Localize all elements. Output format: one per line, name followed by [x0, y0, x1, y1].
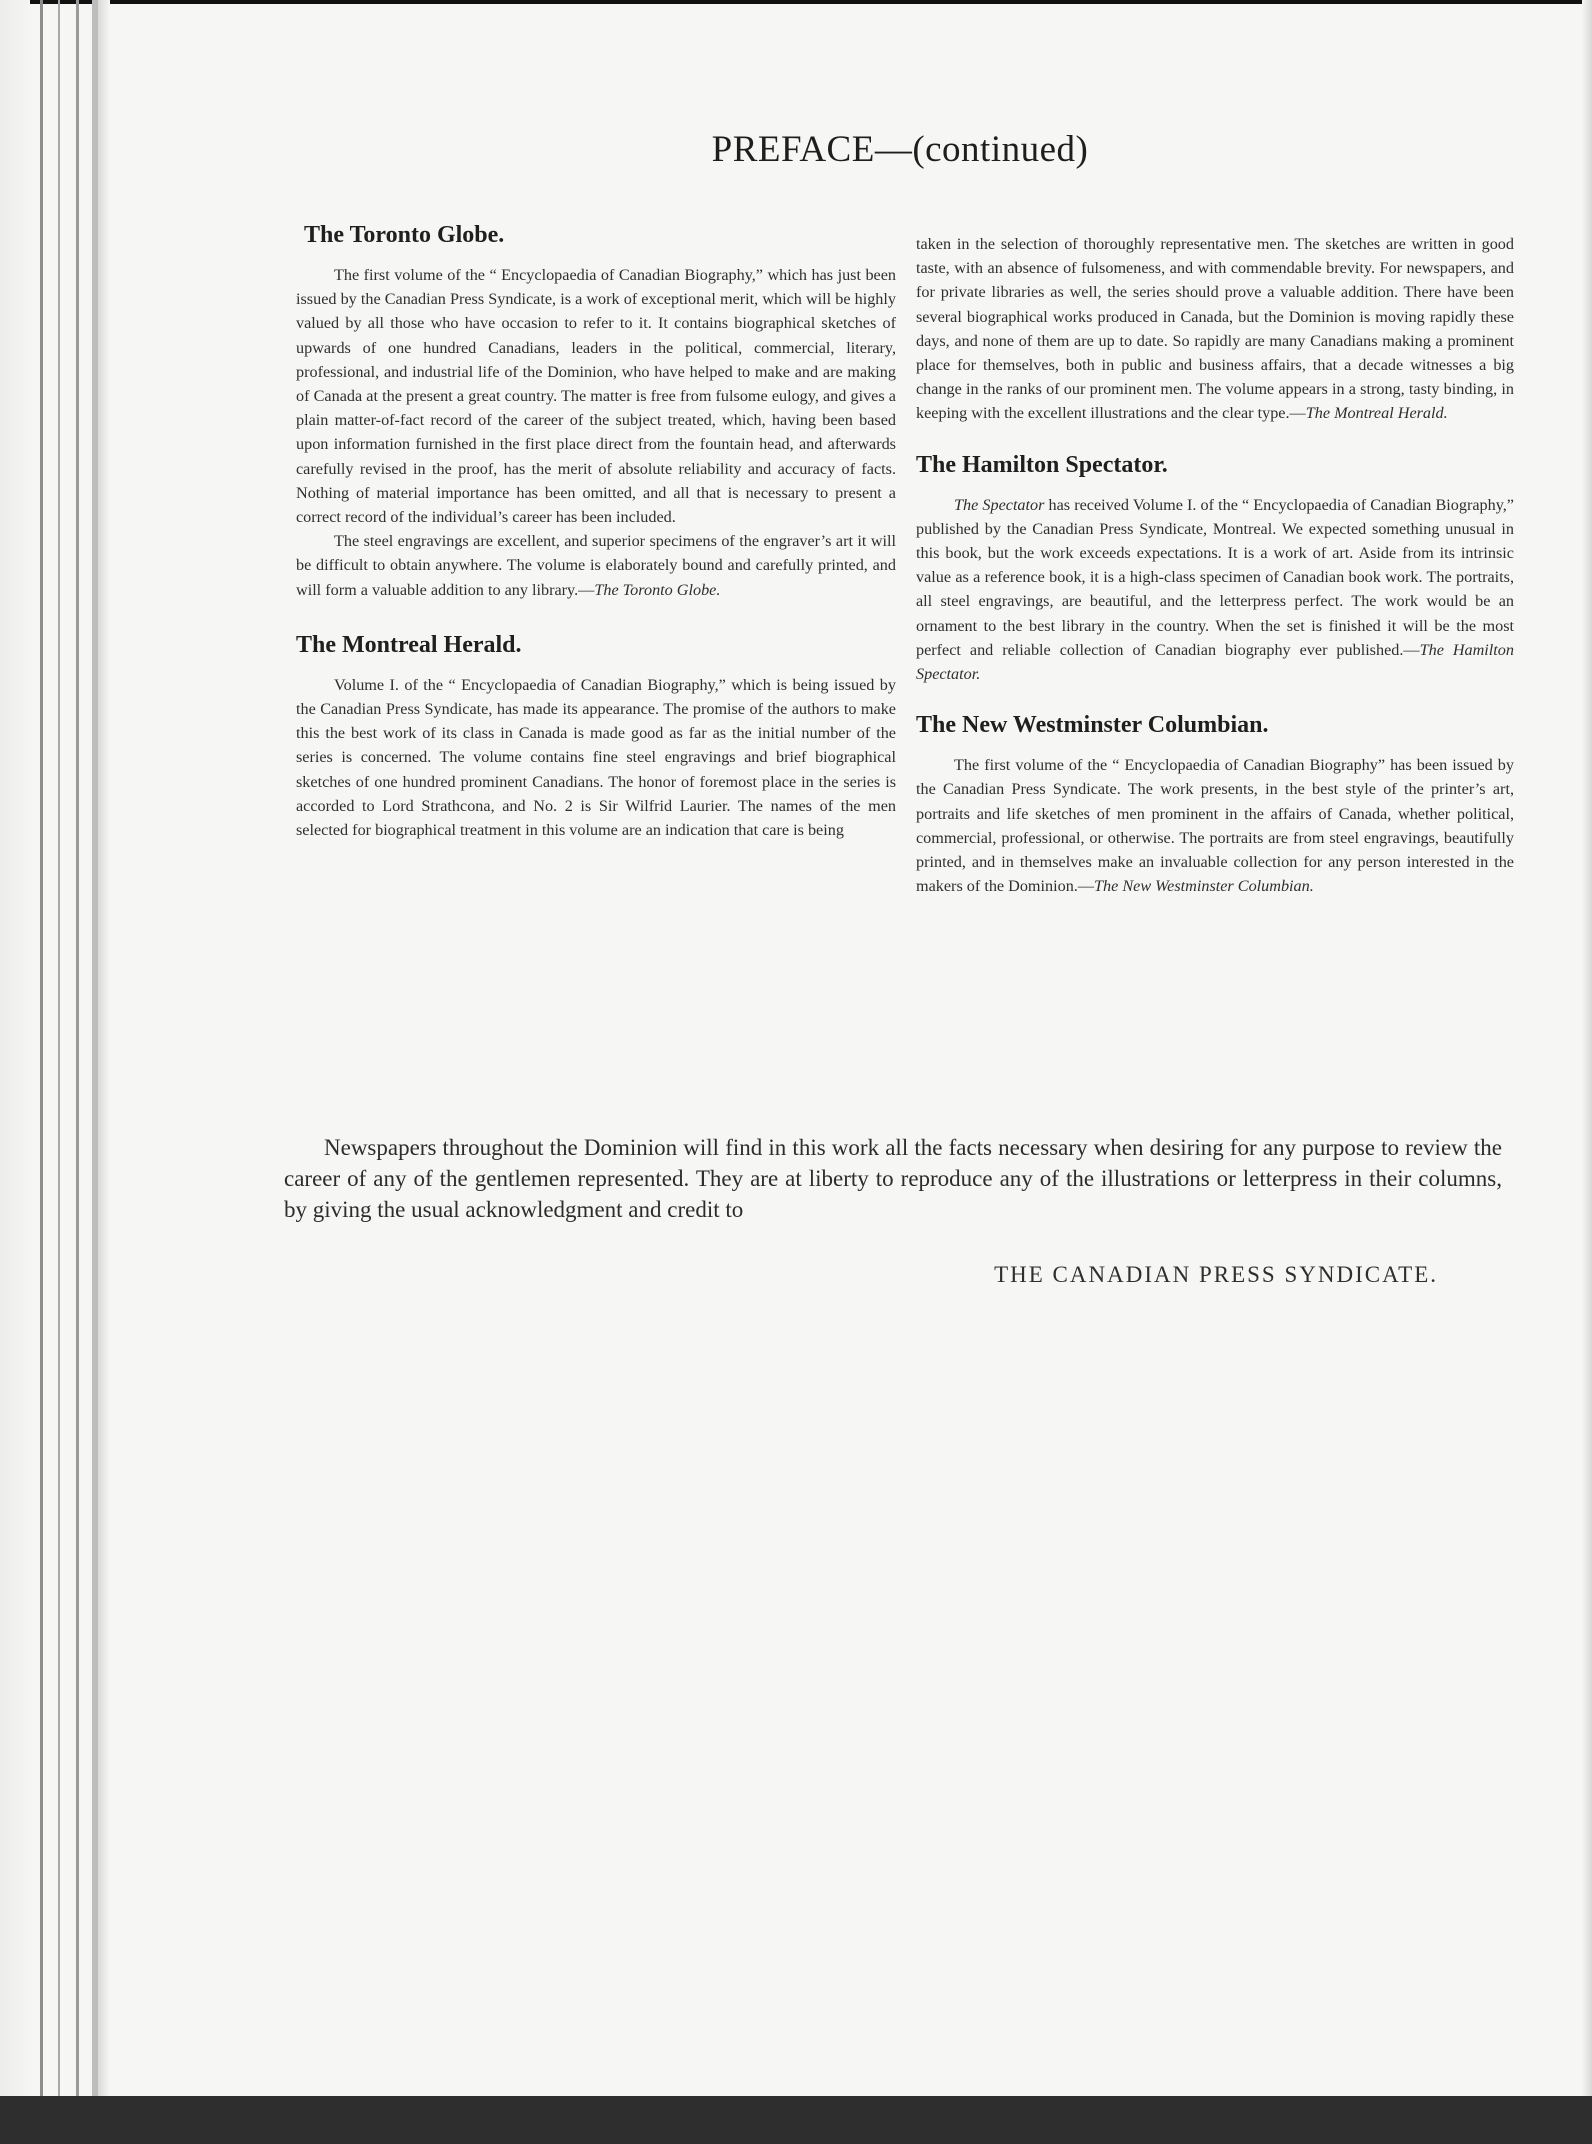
section-heading: The New Westminster Columbian. — [916, 712, 1269, 739]
page-title: PREFACE—(continued) — [711, 129, 1089, 170]
citation: The New Westminster Columbian. — [1094, 877, 1314, 896]
publication-name: The Spectator — [954, 495, 1045, 514]
section-paragraph — [296, 529, 896, 602]
scan-bottom-edge — [0, 2096, 1592, 2144]
section-toronto-globe — [296, 222, 896, 602]
section-paragraph: Volume I. of the “ Encyclopaedia of Canadian Biography,” which is being issued by the Canadian Press Syndicate, has made its appearance. The promise of the authors to make this the best work of its class in Canada is made good as far as the initial number of the series is concerned. The volume contains fine steel engravings and brief biographical sketches of one hundred prominent Canadians. The honor of foremost place in the series is accorded to Lord Strathcona, and No. 2 is Sir Wilfrid Laurier. The names of the men selected for biographical treatment in this volume are an indication that care is being — [296, 675, 896, 840]
citation: The Hamilton Spectator. — [916, 640, 1514, 684]
binding-line — [40, 0, 43, 2144]
section-paragraph-continued — [916, 232, 1514, 426]
section-hamilton-spectator — [916, 452, 1514, 687]
paragraph-text: has received Volume I. of the “ Encyclopaedia of Canadian Biography,” published by the Canadian Press Syndicate, Montreal. We expected something unusual in this book, but the work exceeds expectations. It is a work of art. Aside from its intrinsic value as a reference book, it is a high-class specimen of Canadian book work. The portraits, all steel engravings, are beautiful, and the letterpress perfect. The work would be an ornament to the best library in the country. When the set is finished it will be the most perfect and reliable collection of Canadian biography ever published.— — [916, 495, 1514, 659]
right-column — [916, 232, 1514, 898]
section-paragraph — [916, 753, 1514, 898]
closing-paragraph: Newspapers throughout the Dominion will find in this work all the facts necessary when desiring for any purpose to review the career of any of the gentlemen represented. They are at liberty to reproduce any of the illustrations or letterpress in their columns, by giving the usual acknowledgment and credit to — [284, 1135, 1502, 1222]
left-column — [296, 222, 896, 842]
paragraph-text: The steel engravings are excellent, and superior specimens of the engraver’s art it will be difficult to obtain anywhere. The volume is elaborately bound and carefully printed, and will form a valuable addition to any library.— — [296, 532, 896, 599]
paragraph-text: taken in the selection of thoroughly representative men. The sketches are written in good taste, with an absence of fulsomeness, and with commendable brevity. For newspapers, and for private libraries as well, the series should prove a valuable addition. There have been several biographical works produced in Canada, but the Dominion is moving rapidly these days, and none of them are up to date. So rapidly are many Canadians making a prominent place for themselves, both in public and business affairs, that a decade witnesses a big change in the ranks of our prominent men. The volume appears in a strong, tasty binding, in keeping with the excellent illustrations and the clear type.— — [916, 235, 1514, 423]
section-paragraph — [916, 493, 1514, 687]
section-heading: The Montreal Herald. — [296, 631, 522, 658]
scan-top-edge — [0, 0, 1592, 4]
section-paragraph: The first volume of the “ Encyclopaedia of Canadian Biography,” which has just been issued by the Canadian Press Syndicate, is a work of exceptional merit, which will be highly valued by all those who have occasion to refer to it. It contains biographical sketches of upwards of one hundred Canadians, leaders in the political, commercial, literary, professional, and industrial life of the Dominion, who have helped to make and are making of Canada at the present a great country. The matter is free from fulsome eulogy, and gives a plain matter-of-fact record of the career of the subject treated, which, having been based upon information furnished in the first place direct from the fountain head, and afterwards carefully revised in the proof, has the merit of absolute reliability and accuracy of facts. Nothing of material importance has been omitted, and all that is necessary to present a correct record of the individual’s career has been included. — [296, 266, 896, 527]
binding-line — [76, 0, 79, 2144]
section-heading: The Toronto Globe. — [304, 222, 505, 248]
binding-line — [58, 0, 60, 2144]
citation: The Toronto Globe. — [594, 580, 721, 599]
page-right-edge — [1582, 0, 1592, 2144]
binding-shadow — [0, 0, 30, 2144]
paragraph-text: The first volume of the “ Encyclopaedia of Canadian Biography” has been issued by the Canadian Press Syndicate. The work presents, in the best style of the printer’s art, portraits and life sketches of men prominent in the affairs of Canada, whether political, commercial, professional, or otherwise. The portraits are from steel engravings, beautifully printed, and in themselves make an invaluable collection for any person interested in the makers of the Dominion.— — [916, 756, 1514, 896]
signature: THE CANADIAN PRESS SYNDICATE. — [994, 1262, 1438, 1287]
section-new-westminster-columbian — [916, 712, 1514, 898]
section-heading: The Hamilton Spectator. — [916, 451, 1168, 478]
citation: The Montreal Herald. — [1305, 404, 1448, 423]
binding-shadow — [98, 0, 110, 2144]
section-montreal-herald — [296, 632, 896, 842]
